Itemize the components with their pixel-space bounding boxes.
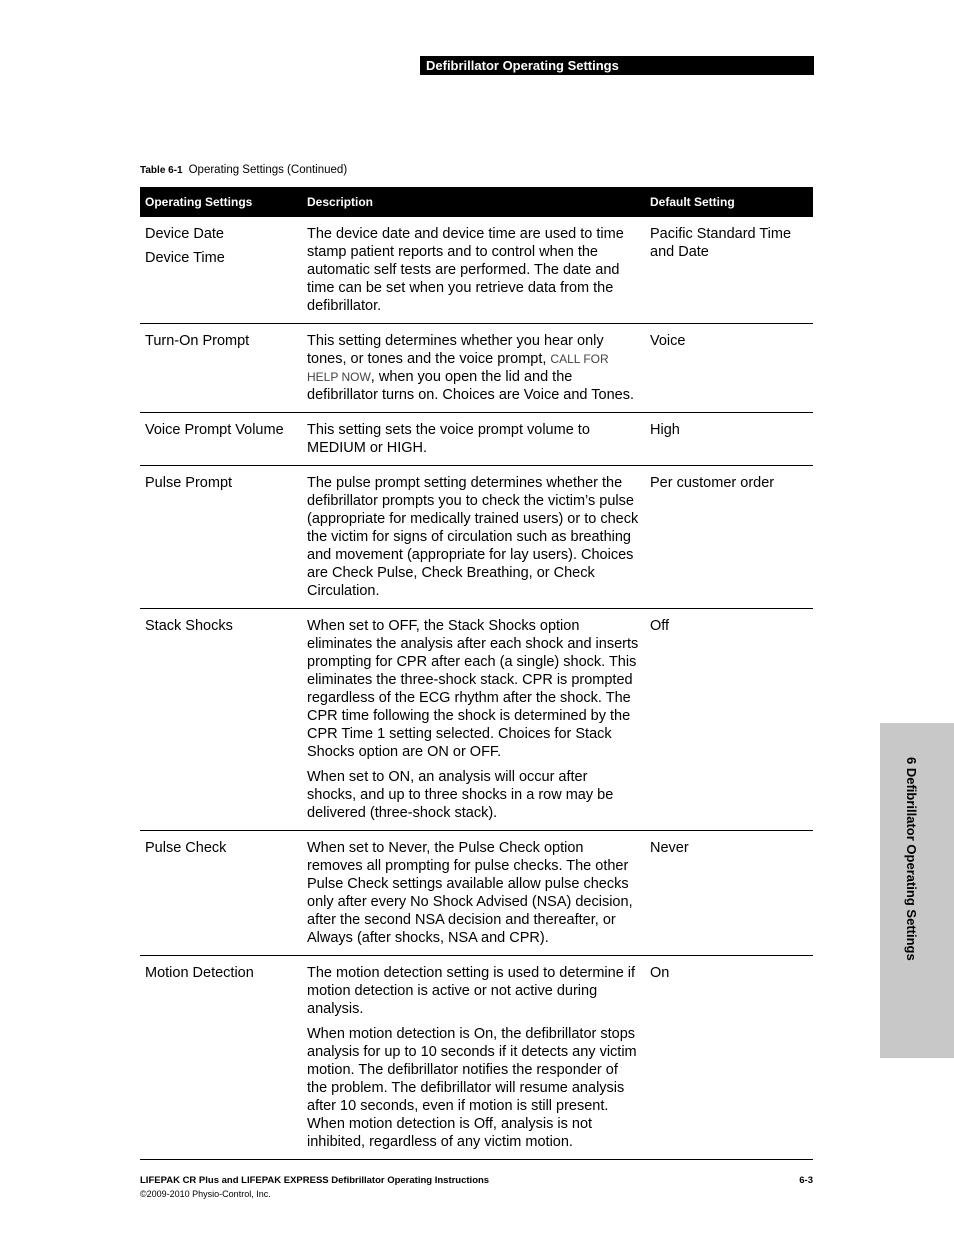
description-cell [302, 831, 645, 956]
default-cell: Voice [645, 324, 813, 413]
description-text: The motion detection setting is used to determine if motion detection is active or not active during analysis. [307, 965, 636, 1017]
description-text: When set to ON, an analysis will occur after shocks, and up to three shocks in a row may be delivered (three-shock stack). [307, 769, 614, 821]
description-text: When set to OFF, the Stack Shocks option eliminates the analysis after each shock and inserts prompting for CPR after each (a single) shock. This eliminates the three-shock stack. CPR is prompted regardless of the ECG rhythm after the shock. The CPR time following the shock is determined by the CPR Time 1 setting selected. Choices for Stack Shocks option are ON or OFF. [307, 618, 639, 760]
description-text: When motion detection is On, the defibrillator stops analysis for up to 10 seconds if it detects any victim motion. The defibrillator notifies the responder of the problem. The defibrillator will resume analysis after 10 seconds, even if motion is still present. When motion detection is Off, analysis is not inhibited, regardless of any victim motion. [307, 1026, 637, 1150]
table-number: Table 6-1 [140, 165, 183, 176]
description-text: When set to Never, the Pulse Check option removes all prompting for pulse checks. The other Pulse Check settings available allow pulse checks only after every No Shock Advised (NSA) decision, after the second NSA decision and thereafter, or Always (after shocks, NSA and CPR). [307, 840, 633, 946]
description-text: The pulse prompt setting determines whether the defibrillator prompts you to check the victim’s pulse (appropriate for medically trained users) or to check the victim for signs of circulation such as breathing and movement (appropriate for lay users). Choices are Check Pulse, Check Breathing, or Check Circulation. [307, 475, 639, 599]
table-row [140, 609, 813, 831]
description-cell [302, 466, 645, 609]
description-cell [302, 956, 645, 1160]
voice-prompt-text: CALL FOR HELP NOW [307, 352, 609, 384]
chapter-tab-label: 6 Defibrillator Operating Settings [904, 757, 919, 961]
description-cell [302, 217, 645, 324]
description-cell [302, 413, 645, 466]
column-header-description: Description [302, 187, 645, 217]
description-text-part: , when you open the lid and the defibrillator turns on. Choices are Voice and Tones. [307, 369, 634, 403]
chapter-side-tab [880, 723, 954, 1058]
setting-cell: Voice Prompt Volume [140, 413, 302, 466]
default-cell: Pacific Standard Time and Date [645, 217, 813, 324]
default-cell: Off [645, 609, 813, 831]
table-header-row [140, 187, 813, 217]
default-cell: On [645, 956, 813, 1160]
table-row [140, 466, 813, 609]
table-caption [140, 164, 347, 176]
table-row [140, 956, 813, 1160]
default-cell: Never [645, 831, 813, 956]
column-header-operating-settings: Operating Settings [140, 187, 302, 217]
setting-name: Device Time [145, 250, 225, 266]
table-row [140, 324, 813, 413]
setting-cell: Motion Detection [140, 956, 302, 1160]
description-cell [302, 609, 645, 831]
description-text-part: This setting determines whether you hear only tones, or tones and the voice prompt, [307, 333, 604, 367]
operating-settings-table [140, 187, 813, 1160]
default-cell: High [645, 413, 813, 466]
footer-document-title: LIFEPAK CR Plus and LIFEPAK EXPRESS Defibrillator Operating Instructions [140, 1175, 490, 1186]
table-row [140, 413, 813, 466]
setting-cell: Stack Shocks [140, 609, 302, 831]
table-title: Operating Settings (Continued) [188, 164, 348, 176]
description-text: The device date and device time are used to time stamp patient reports and to control when the automatic self tests are performed. The date and time can be set when you retrieve data from the defibrillator. [307, 226, 624, 314]
running-header: Defibrillator Operating Settings [420, 56, 814, 75]
setting-cell: Pulse Check [140, 831, 302, 956]
default-cell: Per customer order [645, 466, 813, 609]
setting-name: Device Date [145, 226, 224, 242]
column-header-default-setting: Default Setting [645, 187, 813, 217]
footer-copyright: ©2009-2010 Physio-Control, Inc. [140, 1189, 271, 1199]
setting-cell [140, 217, 302, 324]
description-text [307, 332, 640, 404]
page-number: 6-3 [799, 1175, 813, 1186]
setting-cell: Turn-On Prompt [140, 324, 302, 413]
setting-cell: Pulse Prompt [140, 466, 302, 609]
table-row [140, 217, 813, 324]
description-cell [302, 324, 645, 413]
description-text: This setting sets the voice prompt volume to MEDIUM or HIGH. [307, 422, 590, 456]
table-row [140, 831, 813, 956]
